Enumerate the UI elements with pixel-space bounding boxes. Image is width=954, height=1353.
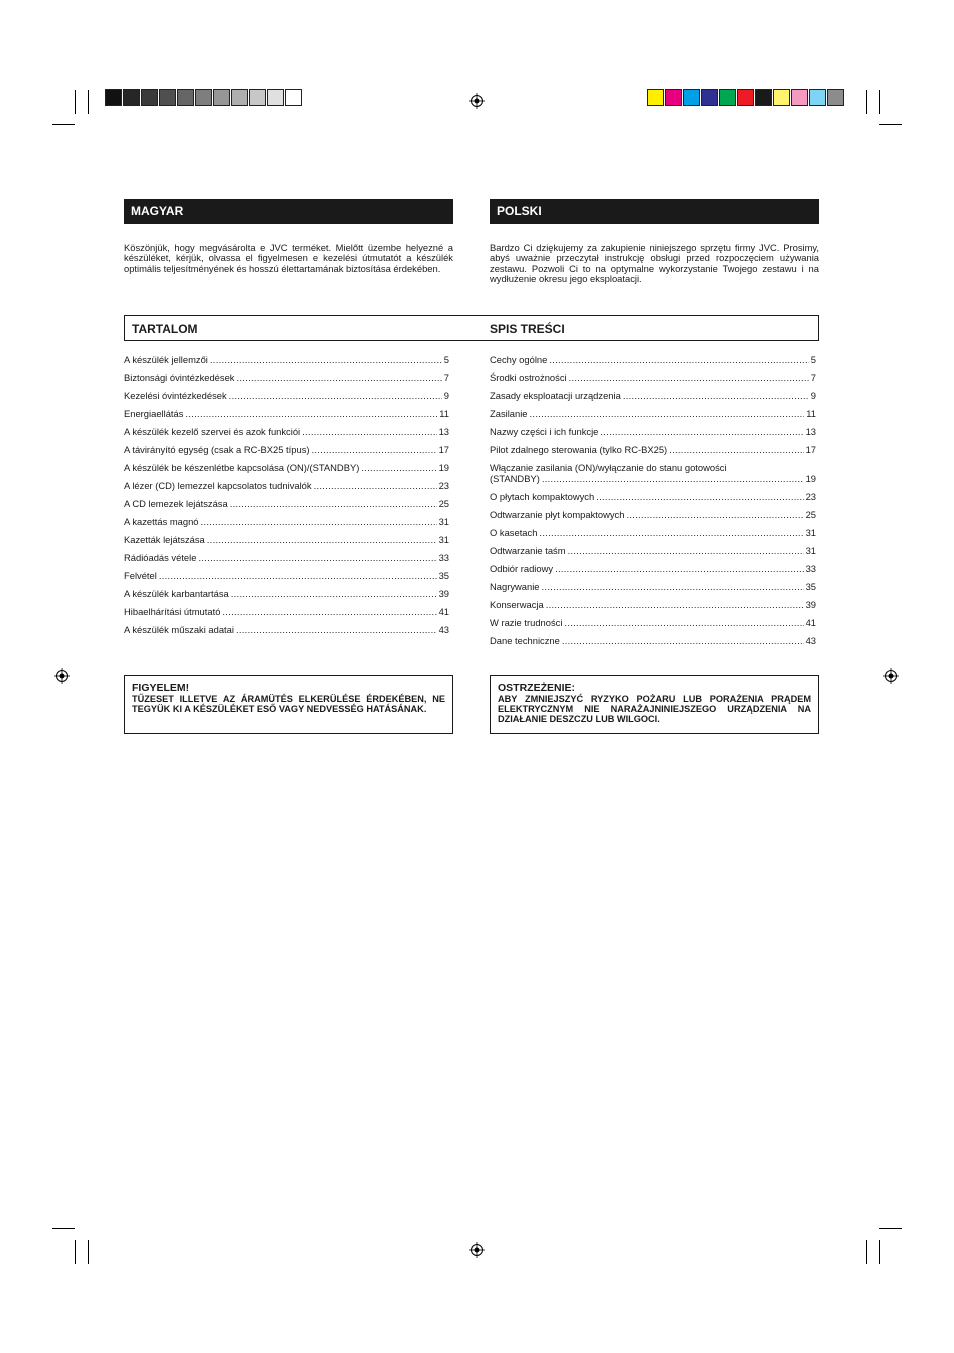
toc-entry-label: Nagrywanie: [490, 581, 540, 592]
color-swatch: [267, 89, 284, 106]
crop-mark: [88, 1240, 89, 1264]
toc-entry-page: 5: [443, 354, 449, 365]
magyar-toc-title: TARTALOM: [132, 322, 198, 336]
toc-entry: [490, 408, 816, 419]
polski-warning-text: ABY ZMNIEJSZYĆ RYZYKO POŻARU LUB PORAŻENIA PRĄDEM ELEKTRYCZNYM NIE NARAŻAJNINIEJSZEGO URZĄDZENIA NA DZIAŁANIE DESZCZU LUB WILGOCI.: [498, 694, 811, 724]
toc-entry-page: 17: [438, 444, 449, 455]
registration-mark-icon: [469, 1242, 485, 1258]
toc-leader-dots: [231, 588, 437, 599]
toc-entry-page: 5: [810, 354, 816, 365]
crop-mark: [75, 1240, 76, 1264]
color-swatch: [755, 89, 772, 106]
polski-header: POLSKI: [490, 199, 819, 224]
toc-entry-page: 33: [438, 552, 449, 563]
toc-entry-page: 11: [806, 408, 816, 419]
color-swatch: [195, 89, 212, 106]
magyar-warning-title: FIGYELEM!: [132, 682, 190, 694]
toc-entry-page: 9: [810, 390, 816, 401]
toc-entry-page: 35: [438, 570, 449, 581]
registration-mark-icon: [54, 668, 70, 684]
toc-entry-label: (STANDBY): [490, 473, 540, 484]
color-swatch: [141, 89, 158, 106]
magyar-intro: Köszönjük, hogy megvásárolta e JVC terméket. Mielőtt üzembe helyezné a készüléket, kérjük, olvassa el figyelmesen e kezelési útmutatót a készülék optimális teljesítményének és hosszú élettartamának biztosítása érdekében.: [124, 242, 453, 274]
toc-entry: [490, 617, 816, 628]
toc-entry-label: Kazetták lejátszása: [124, 534, 205, 545]
toc-leader-dots: [210, 354, 442, 365]
toc-entry: [490, 390, 816, 401]
toc-leader-dots: [623, 390, 809, 401]
toc-entry-page: 25: [438, 498, 449, 509]
color-swatch: [213, 89, 230, 106]
toc-entry: [490, 444, 816, 455]
toc-entry: [124, 354, 449, 365]
toc-entry-page: 43: [805, 635, 816, 646]
crop-mark: [75, 90, 76, 114]
toc-entry-label: A CD lemezek lejátszása: [124, 498, 228, 509]
toc-entry-label: Rádióadás vétele: [124, 552, 197, 563]
toc-entry-label: Konserwacja: [490, 599, 544, 610]
toc-entry-page: 7: [443, 372, 449, 383]
color-swatch: [231, 89, 248, 106]
toc-entry: [124, 426, 449, 437]
color-swatch: [701, 89, 718, 106]
toc-entry-page: 35: [805, 581, 816, 592]
crop-mark: [88, 90, 89, 114]
toc-leader-dots: [600, 426, 803, 437]
polski-toc-title: SPIS TREŚCI: [490, 322, 565, 336]
magyar-warning-text: TŰZESET ILLETVE AZ ÁRAMÜTÉS ELKERÜLÉSE ÉRDEKÉBEN, NE TEGYÜK KI A KÉSZÜLÉKET ESŐ VAGY NEDVESSÉG HATÁSÁNAK.: [132, 694, 445, 714]
toc-entry: [124, 408, 449, 419]
toc-leader-dots: [542, 473, 804, 484]
toc-entry-page: 19: [805, 473, 816, 484]
toc-entry-page: 43: [438, 624, 449, 635]
magyar-warning-box: [124, 675, 453, 734]
color-swatch: [285, 89, 302, 106]
toc-leader-dots: [568, 545, 804, 556]
polski-warning-title: OSTRZEŻENIE:: [498, 682, 576, 694]
toc-entry-page: 9: [443, 390, 449, 401]
toc-entry-label: O płytach kompaktowych: [490, 491, 595, 502]
toc-entry-page: 31: [805, 527, 816, 538]
toc-entry-page: 31: [438, 516, 449, 527]
toc-entry: [124, 390, 449, 401]
toc-entry: [124, 444, 449, 455]
toc-entry: [490, 462, 816, 473]
toc-entry-page: 39: [805, 599, 816, 610]
toc-entry: [490, 491, 816, 502]
color-swatch: [683, 89, 700, 106]
registration-mark-icon: [883, 668, 899, 684]
crop-mark: [879, 124, 902, 125]
toc-entry-label: Włączanie zasilania (ON)/wyłączanie do stanu gotowości: [490, 462, 727, 473]
toc-leader-dots: [564, 617, 803, 628]
crop-mark: [52, 1228, 75, 1229]
toc-leader-dots: [198, 552, 436, 563]
toc-leader-dots: [546, 599, 804, 610]
toc-entry-label: A lézer (CD) lemezzel kapcsolatos tudnivalók: [124, 480, 312, 491]
toc-leader-dots: [596, 491, 803, 502]
toc-entry-label: Środki ostrożności: [490, 372, 567, 383]
toc-entry: [124, 516, 449, 527]
toc-entry-label: A készülék be készenlétbe kapcsolása (ON)/(STANDBY): [124, 462, 360, 473]
toc-leader-dots: [185, 408, 437, 419]
toc-entry-page: 7: [810, 372, 816, 383]
toc-entry-label: Odtwarzanie płyt kompaktowych: [490, 509, 625, 520]
grayscale-bar: [105, 89, 303, 106]
toc-entry-page: 39: [438, 588, 449, 599]
toc-leader-dots: [530, 408, 805, 419]
toc-leader-dots: [542, 581, 804, 592]
toc-leader-dots: [669, 444, 803, 455]
toc-entry: [490, 473, 816, 484]
toc-entry: [490, 426, 816, 437]
toc-leader-dots: [361, 462, 436, 473]
toc-entry-label: A készülék műszaki adatai: [124, 624, 234, 635]
magyar-header: MAGYAR: [124, 199, 453, 224]
toc-leader-dots: [626, 509, 803, 520]
toc-entry-label: Dane techniczne: [490, 635, 560, 646]
toc-entry-page: 19: [438, 462, 449, 473]
registration-mark-icon: [469, 93, 485, 109]
polski-warning-box: [490, 675, 819, 734]
toc-leader-dots: [236, 372, 441, 383]
toc-entry: [124, 588, 449, 599]
toc-leader-dots: [312, 444, 437, 455]
color-swatch: [647, 89, 664, 106]
toc-entry: [490, 372, 816, 383]
color-swatch: [791, 89, 808, 106]
color-swatch: [773, 89, 790, 106]
toc-leader-dots: [229, 390, 442, 401]
toc-entry-label: Cechy ogólne: [490, 354, 548, 365]
color-swatch: [737, 89, 754, 106]
toc-entry: [124, 552, 449, 563]
toc-entry-label: Energiaellátás: [124, 408, 184, 419]
toc-entry-label: Hibaelhárítási útmutató: [124, 606, 221, 617]
crop-mark: [866, 90, 867, 114]
color-swatch: [827, 89, 844, 106]
toc-entry-label: A távirányító egység (csak a RC-BX25 típus): [124, 444, 310, 455]
toc-entry: [490, 599, 816, 610]
toc-entry: [124, 480, 449, 491]
toc-entry-page: 13: [438, 426, 449, 437]
toc-entry: [490, 527, 816, 538]
toc-entry-page: 41: [805, 617, 816, 628]
toc-entry: [490, 509, 816, 520]
toc-entry-page: 25: [805, 509, 816, 520]
toc-entry: [124, 606, 449, 617]
toc-entry-page: 33: [805, 563, 816, 574]
toc-entry: [490, 635, 816, 646]
toc-entry-page: 23: [438, 480, 449, 491]
toc-entry: [124, 624, 449, 635]
toc-entry: [124, 498, 449, 509]
toc-entry-label: A készülék jellemzői: [124, 354, 208, 365]
toc-entry-label: W razie trudności: [490, 617, 563, 628]
color-swatch: [719, 89, 736, 106]
toc-entry: [490, 354, 816, 365]
toc-entry-page: 17: [805, 444, 816, 455]
toc-leader-dots: [230, 498, 437, 509]
color-swatch: [123, 89, 140, 106]
toc-entry-label: Nazwy części i ich funkcje: [490, 426, 599, 437]
toc-leader-dots: [236, 624, 437, 635]
crop-mark: [879, 90, 880, 114]
toc-entry-label: Zasady eksploatacji urządzenia: [490, 390, 621, 401]
toc-leader-dots: [569, 372, 809, 383]
toc-entry-page: 13: [805, 426, 816, 437]
toc-entry-label: Biztonsági óvintézkedések: [124, 372, 235, 383]
toc-leader-dots: [539, 527, 803, 538]
toc-entry-page: 31: [805, 545, 816, 556]
crop-mark: [866, 1240, 867, 1264]
toc-entry: [490, 563, 816, 574]
toc-leader-dots: [159, 570, 437, 581]
toc-entry-page: 41: [438, 606, 449, 617]
toc-leader-dots: [201, 516, 437, 527]
toc-entry-label: Pilot zdalnego sterowania (tylko RC-BX25): [490, 444, 668, 455]
toc-entry: [124, 534, 449, 545]
toc-entry-label: Odbiór radiowy: [490, 563, 554, 574]
toc-entry-page: 31: [438, 534, 449, 545]
crop-mark: [879, 1228, 902, 1229]
color-swatch: [177, 89, 194, 106]
toc-leader-dots: [555, 563, 804, 574]
toc-entry: [124, 462, 449, 473]
toc-leader-dots: [562, 635, 804, 646]
color-swatch: [809, 89, 826, 106]
toc-entry-page: 11: [439, 408, 449, 419]
toc-entry-label: Zasilanie: [490, 408, 528, 419]
toc-entry-page: 23: [805, 491, 816, 502]
toc-leader-dots: [314, 480, 437, 491]
color-swatch: [105, 89, 122, 106]
toc-entry-label: A készülék kezelő szervei és azok funkciói: [124, 426, 301, 437]
toc-entry-label: Felvétel: [124, 570, 157, 581]
toc-entry-label: Kezelési óvintézkedések: [124, 390, 227, 401]
toc-entry-label: A kazettás magnó: [124, 516, 199, 527]
toc-entry: [124, 372, 449, 383]
toc-entry-label: Odtwarzanie taśm: [490, 545, 566, 556]
polski-intro: Bardzo Ci dziękujemy za zakupienie niniejszego sprzętu firmy JVC. Prosimy, abyś uważnie przeczytał instrukcję obsługi przed rozpoczęciem używania zestawu. Pozwoli Ci to na optymalne wykorzystanie Twojego zestawu i na wydłużenie okresu jego eksploatacji.: [490, 242, 819, 285]
color-swatch: [665, 89, 682, 106]
crop-mark: [52, 124, 75, 125]
toc-entry-label: A készülék karbantartása: [124, 588, 229, 599]
color-swatch: [249, 89, 266, 106]
color-bar: [647, 89, 845, 106]
toc-leader-dots: [222, 606, 436, 617]
toc-leader-dots: [207, 534, 437, 545]
crop-mark: [879, 1240, 880, 1264]
toc-header-box: [124, 315, 819, 341]
toc-leader-dots: [549, 354, 808, 365]
toc-entry: [490, 581, 816, 592]
color-swatch: [159, 89, 176, 106]
toc-leader-dots: [302, 426, 436, 437]
toc-entry-label: O kasetach: [490, 527, 538, 538]
toc-entry: [490, 545, 816, 556]
toc-entry: [124, 570, 449, 581]
